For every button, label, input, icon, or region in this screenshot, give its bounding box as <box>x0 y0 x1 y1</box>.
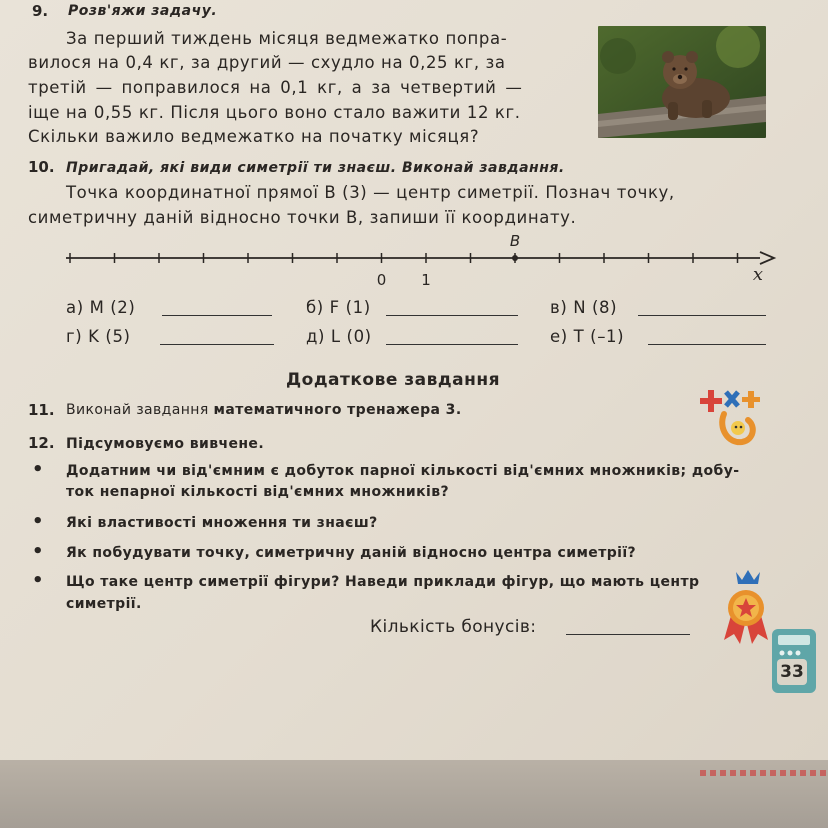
task-10-number: 10. <box>28 158 55 176</box>
bullet-1: • <box>32 459 44 480</box>
bullet-2: • <box>32 511 44 532</box>
task-9-line-1: За перший тиждень місяця ведмежатко попра- <box>66 29 508 48</box>
answer-c-line[interactable] <box>638 315 766 316</box>
answer-e-line[interactable] <box>386 344 518 345</box>
task-11-text-b: математичного тренажера 3. <box>213 402 462 418</box>
label-one: 1 <box>421 271 431 289</box>
extra-task-title: Додаткове завдання <box>286 370 501 390</box>
task-9-number: 9. <box>32 2 49 20</box>
task-10-line-1: Точка координатної прямої B (3) — центр симетрії. Познач точку, <box>66 183 675 202</box>
question-2: Які властивості множення ти знаєш? <box>66 515 378 531</box>
task-11-number: 11. <box>28 401 55 419</box>
answer-f-line[interactable] <box>648 344 766 345</box>
page-edge-decoration <box>700 770 828 776</box>
bullet-4: • <box>32 570 44 591</box>
bullet-3: • <box>32 541 44 562</box>
math-trainer-icon <box>698 384 764 450</box>
question-3: Як побудувати точку, симетричну даній відносно центра симетрії? <box>66 545 637 561</box>
task-10-line-2: симетричну даній відносно точки B, запиши її координату. <box>28 208 577 227</box>
question-4-line-1: Що таке центр симетрії фігури? Наведи приклади фігур, що мають центр <box>66 574 700 590</box>
answer-a-line[interactable] <box>162 315 272 316</box>
answer-b-label: б) F (1) <box>306 298 371 317</box>
task-10-heading: Пригадай, які види симетрії ти знаєш. Виконай завдання. <box>66 160 565 176</box>
task-9-line-4: іще на 0,55 кг. Після цього воно стало важити 12 кг. <box>28 103 521 122</box>
task-9-line-2: вилося на 0,4 кг, за другий — схудло на 0,25 кг, за <box>28 53 506 72</box>
point-b-dot <box>512 255 518 261</box>
task-11-text-a: Виконай завдання математичного тренажера 3. <box>66 402 462 418</box>
answer-d-label: г) K (5) <box>66 327 131 346</box>
axis-label-x: x <box>752 264 764 285</box>
task-12-number: 12. <box>28 434 55 452</box>
task-12-heading: Підсумовуємо вивчене. <box>66 436 265 452</box>
answer-d-line[interactable] <box>160 344 274 345</box>
task-9-line-5: Скільки важило ведмежатко на початку місяця? <box>28 127 480 146</box>
axis-arrow <box>760 252 774 264</box>
task-9-line-3: третій — поправилося на 0,1 кг, а за четвертий — <box>28 78 523 97</box>
answer-e-label: д) L (0) <box>306 327 372 346</box>
question-1-line-1: Додатним чи від'ємним є добуток парної кількості від'ємних множників; добу- <box>66 463 740 479</box>
bonus-answer-line[interactable] <box>566 634 690 635</box>
medal-icon <box>718 568 774 648</box>
bear-cub-photo <box>598 26 766 138</box>
answer-f-label: е) T (–1) <box>550 327 625 346</box>
answer-a-label: а) M (2) <box>66 298 136 317</box>
task-9-heading: Розв'яжи задачу. <box>68 3 218 19</box>
coordinate-number-line <box>60 230 780 294</box>
bonus-label: Кількість бонусів: <box>370 617 537 637</box>
answer-c-label: в) N (8) <box>550 298 618 317</box>
label-zero: 0 <box>376 271 387 289</box>
answer-b-line[interactable] <box>386 315 518 316</box>
question-1-line-2: ток непарної кількості від'ємних множників? <box>66 484 450 500</box>
point-b-label: B <box>509 232 521 250</box>
question-4-line-2: симетрії. <box>66 596 142 612</box>
page-number: 33 <box>777 659 807 685</box>
